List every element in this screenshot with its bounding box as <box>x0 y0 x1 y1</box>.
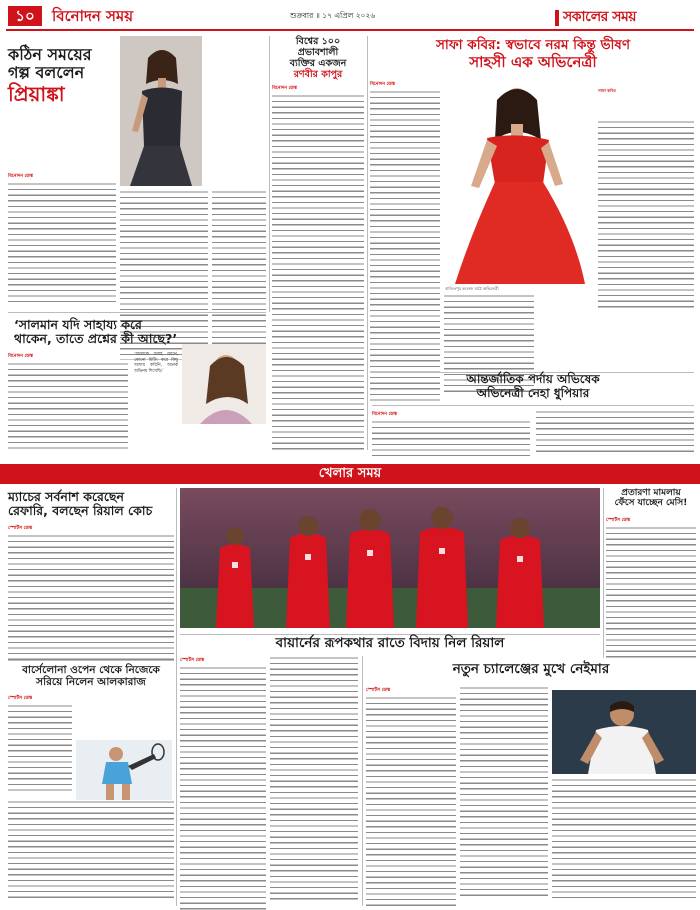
alcaraz-headline-line1: বার্সেলোনা ওপেন থেকে নিজেকে <box>22 664 160 676</box>
priyanka-headline-line3: প্রিয়াঙ্কা <box>8 81 65 106</box>
ranbir-headline-line3: ব্যক্তির একজন <box>289 58 347 69</box>
bayern-col1 <box>180 656 266 910</box>
fraud-headline-line2: ফেঁসে যাচ্ছেন মেসি! <box>614 498 688 509</box>
section-title: বিনোদন সময় <box>52 7 134 25</box>
safa-byline: বিনোদন ডেস্ক <box>370 82 396 87</box>
priyanka-headline-line1: কঠিন সময়ের <box>8 45 92 64</box>
alcaraz-top-rule <box>8 660 174 661</box>
salman-pullquote-box <box>134 352 178 374</box>
fraud-headline-line1: প্রতারণা মামলায় <box>621 488 681 498</box>
col-rule-2 <box>367 36 368 450</box>
col-rule-5 <box>362 656 363 906</box>
fraud-headline <box>606 488 696 509</box>
masthead-bar <box>555 10 559 26</box>
page-header <box>0 0 700 30</box>
coach-col <box>8 524 174 662</box>
neymar-photo <box>552 690 696 774</box>
priyanka-headline <box>8 46 118 106</box>
priyanka-body-right <box>205 172 206 173</box>
safa-col3 <box>598 120 694 310</box>
alcaraz-headline-line2: সরিয়ে নিলেন আলকারাজ <box>36 676 146 689</box>
neha-headline-line1: আন্তর্জাতিক পর্দায় অভিষেক <box>466 372 600 386</box>
salman-col1 <box>8 352 128 452</box>
ranbir-headline-line4: রণবীর কাপুর <box>293 69 343 80</box>
bayern-headline: বায়ার্নের রূপকথার রাতে বিদায় নিল রিয়াল <box>275 635 505 651</box>
bayern-photo <box>180 488 600 628</box>
safa-headline-line1: সাফা কবির: স্বভাবে নরম কিন্তু ভীষণ <box>435 37 630 53</box>
page-number: ১০ <box>15 7 35 25</box>
ranbir-byline: বিনোদন ডেস্ক <box>272 86 298 91</box>
coach-byline: স্পোর্টস ডেস্ক <box>8 526 33 531</box>
fraud-byline: স্পোর্টস ডেস্ক <box>606 518 631 523</box>
alcaraz-headline <box>8 664 174 688</box>
header-rule <box>6 29 694 31</box>
neymar-headline: নতুন চ্যালেঞ্জের মুখে নেইমার <box>452 661 610 677</box>
col-rule-1 <box>269 36 270 312</box>
salman-top-rule <box>8 312 266 313</box>
salman-col2 <box>272 290 364 450</box>
coach-headline <box>8 490 174 519</box>
neymar-col2 <box>460 686 548 900</box>
salman-photo <box>182 344 266 424</box>
neha-col2 <box>536 410 694 456</box>
ranbir-headline-line2: প্রভাবশালী <box>297 47 339 58</box>
safa-headline <box>372 38 694 71</box>
date-line: শুক্রবার ॥ ১৭ এপ্রিল ২০২৬ <box>290 11 376 20</box>
salman-headline <box>14 318 264 347</box>
salman-headline-line1: ‘সালমান যদি সাহায্য করে <box>14 317 142 332</box>
coach-headline-line2: রেফারি, বলছেন রিয়াল কোচ <box>8 503 153 519</box>
neymar-col1 <box>366 686 456 910</box>
alcaraz-col1 <box>8 694 72 792</box>
alcaraz-col2 <box>8 800 174 900</box>
neha-col1 <box>372 410 530 460</box>
neha-headline-line2: অভিনেত্রী নেহা ধুপিয়ার <box>476 385 590 400</box>
fraud-col <box>606 516 696 660</box>
priyanka-byline: বিনোদন ডেস্ক <box>8 174 34 179</box>
safa-headline-line2: সাহসী এক অভিনেত্রী <box>469 52 597 71</box>
alcaraz-photo <box>76 740 172 800</box>
neymar-byline: স্পোর্টস ডেস্ক <box>366 688 391 693</box>
salman-headline-line2: থাকেন, তাতে প্রশ্নের কী আছে?’ <box>14 331 178 347</box>
sports-band-title: খেলার সময় <box>318 466 382 481</box>
neymar-col3 <box>552 778 696 902</box>
col-rule-3 <box>176 488 177 906</box>
priyanka-col-left <box>8 172 116 302</box>
safa-photo <box>445 74 595 284</box>
alcaraz-byline: স্পোর্টস ডেস্ক <box>8 696 33 701</box>
priyanka-photo <box>120 36 202 186</box>
coach-headline-line1: ম্যাচের সর্বনাশ করেছেন <box>8 489 124 504</box>
neha-byline: বিনোদন ডেস্ক <box>372 412 398 417</box>
bayern-byline: স্পোর্টস ডেস্ক <box>180 658 205 663</box>
salman-byline: বিনোদন ডেস্ক <box>8 354 34 359</box>
bayern-col2 <box>270 656 358 902</box>
col-rule-4 <box>603 488 604 658</box>
sports-band <box>0 464 700 484</box>
ranbir-box <box>272 36 364 304</box>
safa-col1 <box>370 80 440 404</box>
priyanka-headline-line2: গল্প বললেন <box>8 63 85 83</box>
safa-caption2: বাজিতপুর কলেজ মাঠে অভিনেত্রী <box>445 286 499 291</box>
salman-pullquote: ‘আমাকে সবাই জানে, কোনো মিটিং করে কিছু আদায় করিনি, অনেক অভিনয় শিখেছি।’ <box>134 352 178 374</box>
masthead-logo: সকালের সময় <box>563 9 637 25</box>
neha-headline-box <box>372 372 694 406</box>
safa-caption: সাফা কবির <box>598 88 616 93</box>
ranbir-headline-line1: বিশ্বের ১০০ <box>295 36 341 47</box>
